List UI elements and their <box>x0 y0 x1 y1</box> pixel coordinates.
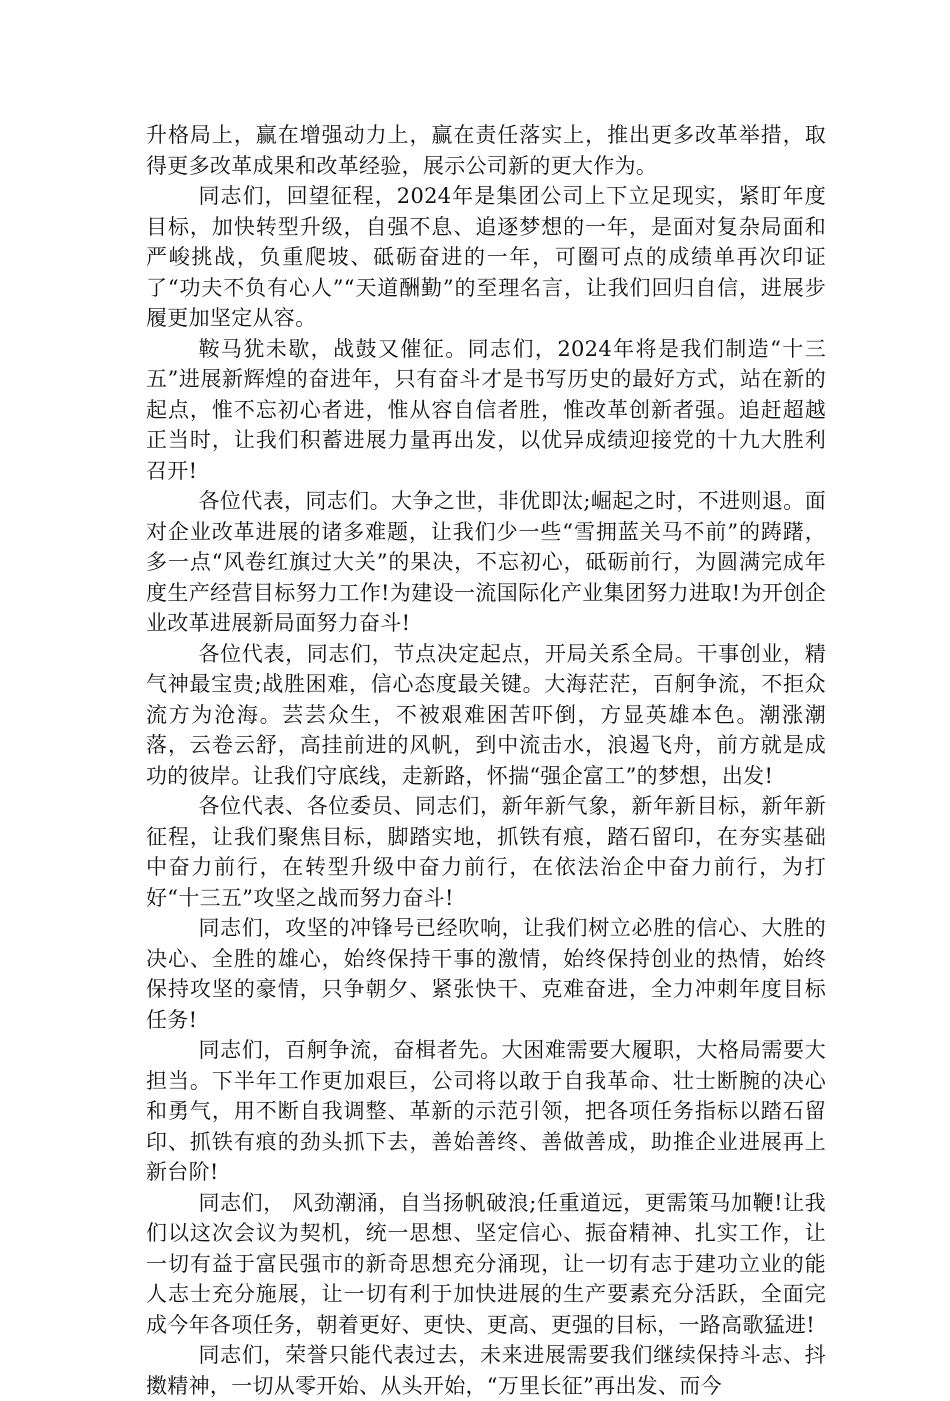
document-body <box>146 120 826 1401</box>
paragraph: 鞍马犹未歇，战鼓又催征。同志们，2024年将是我们制造“十三五”进展新辉煌的奋进年，只有奋斗才是书写历史的最好方式，站在新的起点，惟不忘初心者进，惟从容自信者胜，惟改革创新者强。追赶超越正当时，让我们积蓄进展力量再出发，以优异成绩迎接党的十九大胜利召开! <box>146 336 826 483</box>
paragraph: 各位代表，同志们，节点决定起点，开局关系全局。干事创业，精气神最宝贵;战胜困难，信心态度最关键。大海茫茫，百舸争流，不拒众流方为沧海。芸芸众生，不被艰难困苦吓倒，方显英雄本色。潮涨潮落，云卷云舒，高挂前进的风帆，到中流击水，浪遏飞舟，前方就是成功的彼岸。让我们守底线，走新路，怀揣“强企富工”的梦想，出发! <box>146 641 826 788</box>
paragraph: 各位代表，同志们。大争之世，非优即汰;崛起之时，不进则退。面对企业改革进展的诸多难题，让我们少一些“雪拥蓝关马不前”的踌躇，多一点“风卷红旗过大关”的果决，不忘初心，砥砺前行，为圆满完成年度生产经营目标努力工作!为建设一流国际化产业集团努力进取!为开创企业改革进展新局面努力奋斗! <box>146 489 826 635</box>
paragraph: 同志们，攻坚的冲锋号已经吹响，让我们树立必胜的信心、大胜的决心、全胜的雄心，始终保持干事的激情，始终保持创业的热情，始终保持攻坚的豪情，只争朝夕、紧张快干、克难奋进，全力冲刺年度目标任务! <box>146 916 826 1032</box>
paragraph: 同志们，回望征程，2024年是集团公司上下立足现实，紧盯年度目标，加快转型升级，自强不息、追逐梦想的一年，是面对复杂局面和严峻挑战，负重爬坡、砥砺奋进的一年，可圈可点的成绩单再次印证了“功夫不负有心人”“天道酬勤”的至理名言，让我们回归自信，进展步履更加坚定从容。 <box>146 184 826 330</box>
paragraph: 各位代表、各位委员、同志们，新年新气象，新年新目标，新年新征程，让我们聚焦目标，脚踏实地，抓铁有痕，踏石留印，在夯实基础中奋力前行，在转型升级中奋力前行，在依法治企中奋力前行，为打好“十三五”攻坚之战而努力奋斗! <box>146 794 826 910</box>
paragraph: 同志们，荣誉只能代表过去，未来进展需要我们继续保持斗志、抖擞精神，一切从零开始、从头开始，“万里长征”再出发、而今 <box>146 1343 826 1398</box>
paragraph: 同志们，百舸争流，奋楫者先。大困难需要大履职，大格局需要大担当。下半年工作更加艰巨，公司将以敢于自我革命、壮士断腕的决心和勇气，用不断自我调整、革新的示范引领，把各项任务指标以踏石留印、抓铁有痕的劲头抓下去，善始善终、善做善成，助推企业进展再上新台阶! <box>146 1038 826 1184</box>
paragraph: 同志们， 风劲潮涌，自当扬帆破浪;任重道远，更需策马加鞭!让我们以这次会议为契机，统一思想、坚定信心、振奋精神、扎实工作，让一切有益于富民强市的新奇思想充分涌现，让一切有志于建功立业的能人志士充分施展，让一切有利于加快进展的生产要素充分活跃，全面完成今年各项任务，朝着更好、更快、更高、更强的目标，一路高歌猛进! <box>146 1190 826 1337</box>
paragraph-continuation: 升格局上，赢在增强动力上，赢在责任落实上，推出更多改革举措，取得更多改革成果和改革经验，展示公司新的更大作为。 <box>146 123 826 178</box>
